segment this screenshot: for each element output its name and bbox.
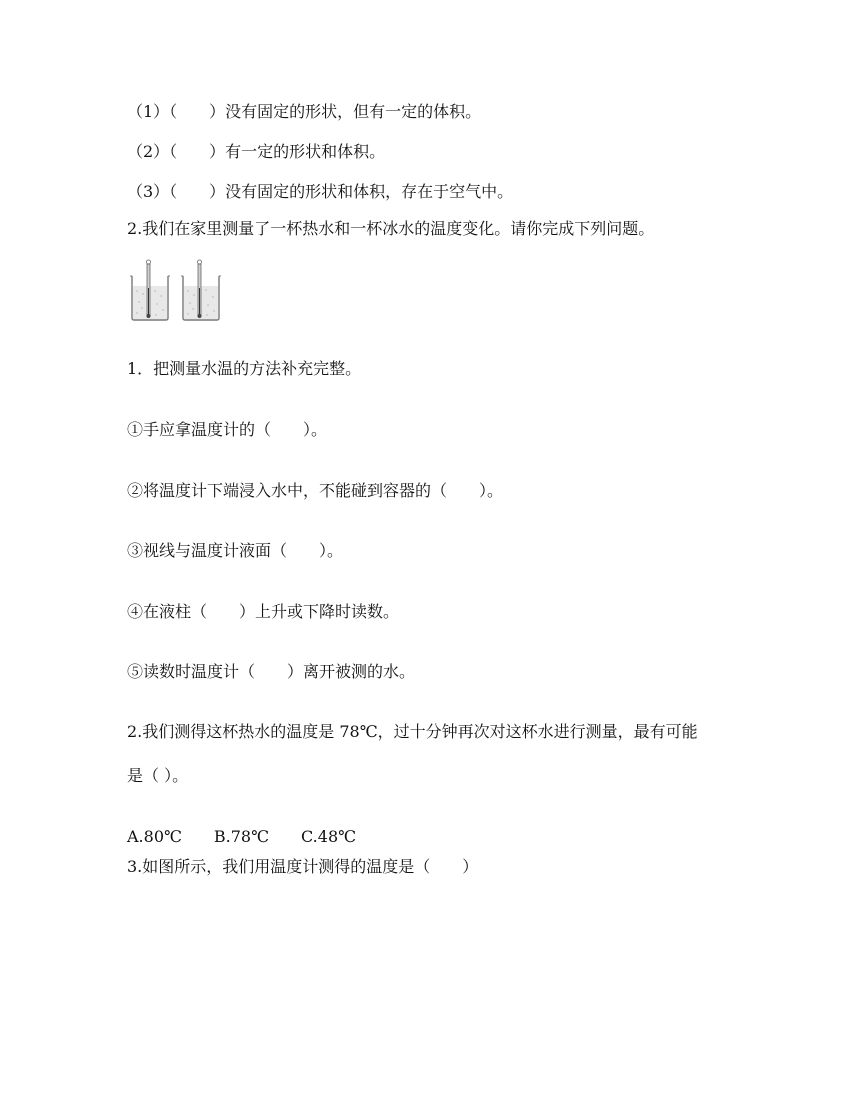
q2-step-2: ②将温度计下端浸入水中，不能碰到容器的（ ）。	[127, 481, 504, 500]
q1-item-3: （3）（ ）没有固定的形状和体积，存在于空气中。	[127, 182, 514, 201]
q2-sub3-title: 3.如图所示，我们用温度计测得的温度是（ ）	[127, 857, 479, 876]
q1-item-1: （1）（ ）没有固定的形状，但有一定的体积。	[127, 102, 482, 121]
q2-step-5: ⑤读数时温度计（ ）离开被测的水。	[127, 662, 416, 681]
q2-sub1-title: 1．把测量水温的方法补充完整。	[127, 359, 362, 378]
q2-step-4: ④在液柱（ ）上升或下降时读数。	[127, 602, 400, 621]
q2-sub2-line2: 是（ ）。	[127, 766, 189, 785]
beaker-right	[181, 260, 221, 320]
q1-item-2: （2）（ ）有一定的形状和体积。	[127, 142, 386, 161]
beaker-left	[130, 260, 170, 320]
q2-step-3: ③视线与温度计液面（ ）。	[127, 541, 344, 560]
beakers-with-thermometers-icon	[128, 258, 228, 322]
q2-sub2-options: A.80℃ B.78℃ C.48℃	[127, 827, 357, 846]
q2-sub2-line1: 2.我们测得这杯热水的温度是 78℃，过十分钟再次对这杯水进行测量，最有可能	[127, 722, 698, 741]
q2-intro: 2.我们在家里测量了一杯热水和一杯冰水的温度变化。请你完成下列问题。	[127, 219, 655, 238]
q2-step-1: ①手应拿温度计的（ ）。	[127, 420, 328, 439]
